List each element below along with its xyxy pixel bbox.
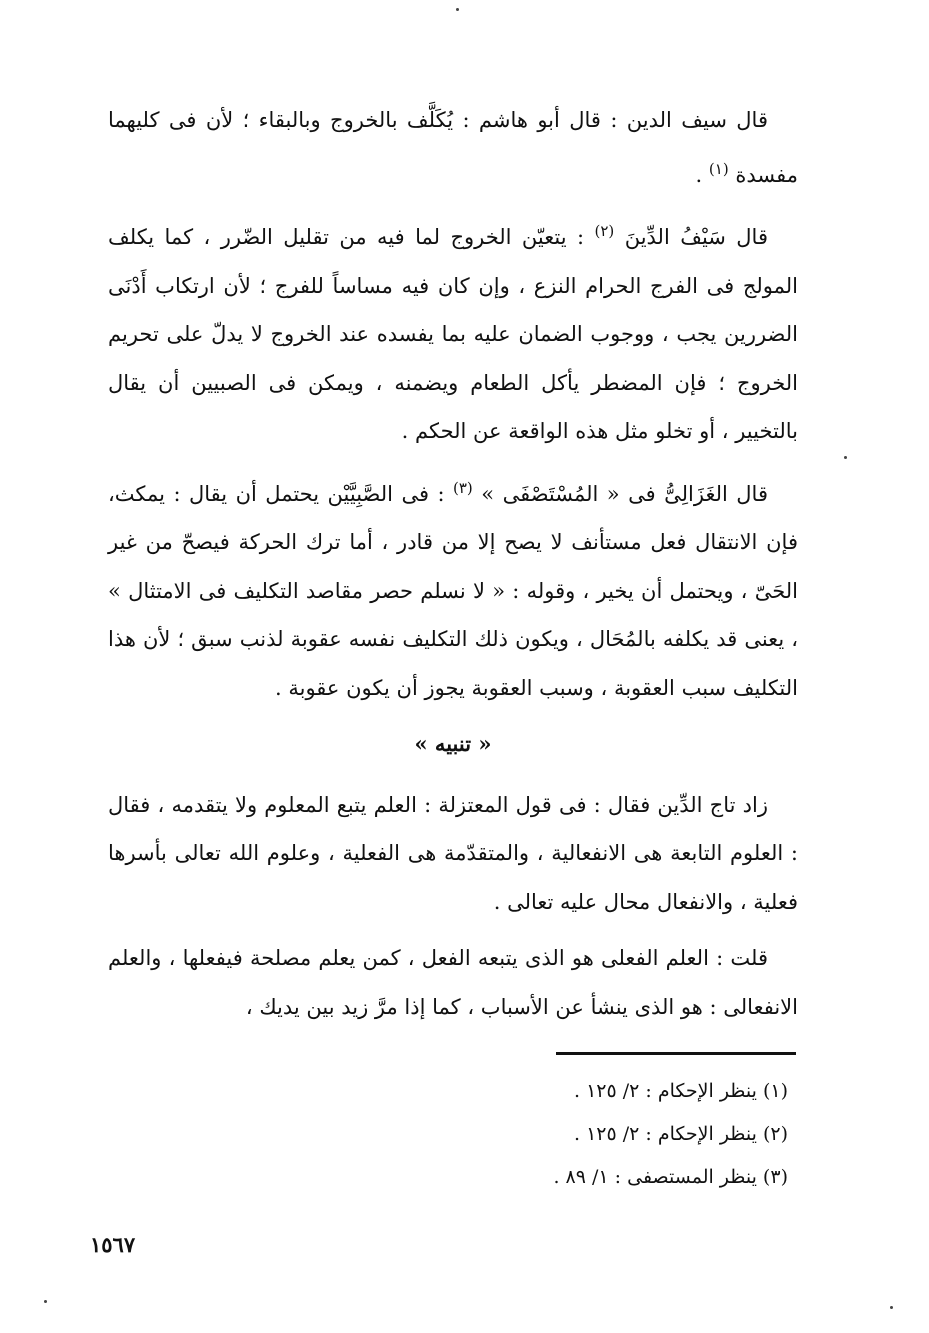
footnote-2: (٢) ينظر الإحكام : ٢/ ١٢٥ . [574, 1123, 788, 1145]
scan-speck [844, 456, 847, 459]
section-heading: « تنبيه » [414, 731, 492, 756]
footnote-divider [556, 1052, 796, 1055]
paragraph-3-tail: : فى الصَّبِيَّيْن يحتمل أن يقال : يمكث، فإن الانتقال فعل مستأنف لا يصح إلا من قادر ، أما ترك الحركة فيصحّ من غير الحَىّ ، ويحتمل أن يخير ، وقوله : « لا نسلم حصر مقاصد التكليف فى الامتثال » ، يعنى قد يكلفه بالمُحَال ، ويكون ذلك التكليف نفسه عقوبة لذنب سبق ؛ لأن هذا التكليف سبب العقوبة ، وسبب العقوبة يجوز أن يكون عقوبة . [108, 481, 798, 700]
paragraph-3 [108, 464, 798, 713]
paragraph-2-text: قال سَيْفُ الدِّينَ [624, 225, 768, 249]
scan-speck [44, 1300, 47, 1303]
footnote-3: (٣) ينظر المستصفى : ١/ ٨٩ . [553, 1166, 788, 1188]
footnotes [420, 1070, 788, 1199]
paragraph-4: زاد تاج الدِّين فقال : فى قول المعتزلة : العلم يتبع المعلوم ولا يتقدمه ، فقال : العلوم التابعة هى الانفعالية ، والمتقدّمة هى الفعلية ، وعلوم الله تعالى بأسرها فعلية ، والانفعال محال عليه تعالى . [108, 792, 798, 914]
paragraph-1-tail: . [695, 162, 709, 187]
scan-speck [456, 8, 459, 11]
scan-speck [890, 1306, 893, 1309]
footnote-ref-1[interactable]: (١) [708, 159, 729, 178]
paragraph-3-text: قال الغَزَالِىُّ فى « المُسْتَصْفَى » [481, 481, 768, 506]
footnote-ref-3[interactable]: (٣) [453, 478, 473, 497]
paragraph-5: قلت : العلم الفعلى هو الذى يتبعه الفعل ، كمن يعلم مصلحة فيفعلها ، والعلم الانفعالى : هو الذى ينشأ عن الأسباب ، كما إذا مرَّ زيد بين يديك ، [108, 946, 798, 1019]
page-number: ١٥٦٧ [90, 1232, 136, 1257]
paragraph-2 [108, 207, 798, 456]
main-text [108, 96, 798, 1039]
paragraph-1 [108, 96, 798, 199]
footnote-1: (١) ينظر الإحكام : ٢/ ١٢٥ . [574, 1080, 788, 1102]
paragraph-2-tail: : يتعيّن الخروج لما فيه من تقليل الضّرر ، كما يكلف المولج فى الفرج الحرام النزع ، وإن كان فيه مساساً للفرج ؛ لأن ارتكاب أَدْنَى الضررين يجب ، ووجوب الضمان عليه بما يفسده عند الخروج لا يدلّ على تحريم الخروج ؛ فإن المضطر يأكل الطعام ويضمنه ، ويمكن فى الصبيين أن يقال بالتخيير ، أو تخلو مثل هذه الواقعة عن الحكم . [108, 225, 798, 443]
paragraph-1-text: قال سيف الدين : قال أبو هاشم : يُكَلَّف بالخروج وبالبقاء ؛ لأن فى كليهما مفسدة [108, 108, 798, 187]
footnote-ref-2[interactable]: (٢) [594, 222, 615, 240]
